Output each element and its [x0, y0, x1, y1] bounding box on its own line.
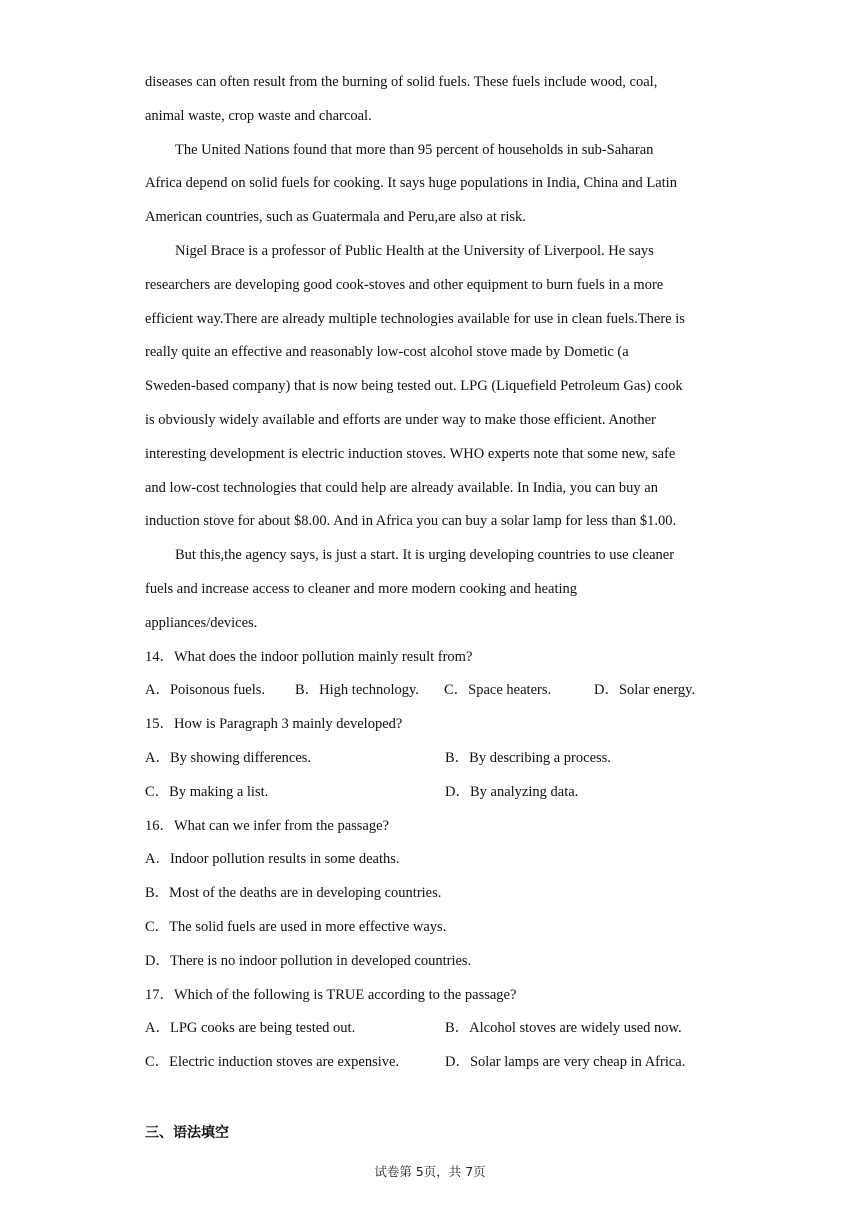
- options-row: [145, 1046, 715, 1080]
- question-14: [145, 641, 715, 709]
- question-stem: 14．What does the indoor pollution mainly result from?: [145, 648, 473, 665]
- section-heading: 三、语法填空: [145, 1125, 229, 1141]
- exam-page-body: [145, 66, 715, 1080]
- options-row: [145, 674, 715, 708]
- text-line: Nigel Brace is a professor of Public Health at the University of Liverpool. He says: [175, 242, 654, 259]
- question-stem: 16．What can we infer from the passage?: [145, 817, 389, 834]
- option-a[interactable]: A．Poisonous fuels.: [145, 682, 266, 699]
- option-c[interactable]: C．Space heaters.: [444, 682, 552, 699]
- question-15: [145, 708, 715, 809]
- option-d[interactable]: D．Solar lamps are very cheap in Africa.: [445, 1054, 686, 1071]
- option-b[interactable]: B．Most of the deaths are in developing countries.: [145, 885, 442, 902]
- question-17: [145, 979, 715, 1080]
- option-d[interactable]: D．Solar energy.: [594, 682, 696, 699]
- text-line: animal waste, crop waste and charcoal.: [145, 107, 372, 124]
- option-b[interactable]: B．Alcohol stoves are widely used now.: [445, 1020, 682, 1037]
- option-b[interactable]: B．High technology.: [295, 682, 419, 699]
- text-line: diseases can often result from the burning of solid fuels. These fuels include wood, coal,: [145, 74, 658, 90]
- paragraph-2-continued: [145, 66, 715, 134]
- text-line: The United Nations found that more than 95 percent of households in sub-Saharan: [175, 141, 654, 158]
- option-a[interactable]: A．Indoor pollution results in some deaths.: [145, 851, 400, 868]
- question-stem: 17．Which of the following is TRUE according to the passage?: [145, 986, 517, 1003]
- option-d[interactable]: D．By analyzing data.: [445, 783, 579, 800]
- option-d[interactable]: D．There is no indoor pollution in developed countries.: [145, 952, 472, 969]
- options-row: [145, 742, 715, 776]
- option-c[interactable]: C．By making a list.: [145, 783, 269, 800]
- option-c[interactable]: C．The solid fuels are used in more effective ways.: [145, 918, 447, 935]
- paragraph-agency: [145, 539, 715, 640]
- option-b[interactable]: B．By describing a process.: [445, 749, 611, 766]
- text-line: fuels and increase access to cleaner and more modern cooking and heating: [145, 580, 577, 597]
- text-line: really quite an effective and reasonably low-cost alcohol stove made by Dometic (a: [145, 344, 629, 361]
- text-line: But this,the agency says, is just a start. It is urging developing countries to use cleaner: [175, 547, 675, 564]
- options-row: [145, 1012, 715, 1046]
- paragraph-united-nations: [145, 134, 715, 235]
- text-line: appliances/devices.: [145, 614, 258, 631]
- question-stem: 15．How is Paragraph 3 mainly developed?: [145, 716, 403, 733]
- text-line: American countries, such as Guatermala and Peru,are also at risk.: [145, 209, 526, 226]
- text-line: and low-cost technologies that could help are already available. In India, you can buy an: [145, 479, 658, 496]
- text-line: Africa depend on solid fuels for cooking. It says huge populations in India, China and Latin: [145, 175, 677, 192]
- option-c[interactable]: C．Electric induction stoves are expensive.: [145, 1054, 400, 1071]
- options-row: [145, 776, 715, 810]
- text-line: interesting development is electric induction stoves. WHO experts note that some new, safe: [145, 445, 676, 462]
- paragraph-nigel-brace: [145, 235, 715, 539]
- option-a[interactable]: A．LPG cooks are being tested out.: [145, 1020, 356, 1037]
- text-line: Sweden-based company) that is now being tested out. LPG (Liquefield Petroleum Gas) cook: [145, 378, 683, 395]
- option-a[interactable]: A．By showing differences.: [145, 749, 312, 766]
- text-line: induction stove for about $8.00. And in Africa you can buy a solar lamp for less than $1.00.: [145, 513, 677, 530]
- page-footer: 试卷第 5页，共 7页: [374, 1164, 486, 1179]
- text-line: is obviously widely available and efforts are under way to make those efficient. Another: [145, 411, 656, 428]
- text-line: researchers are developing good cook-stoves and other equipment to burn fuels in a more: [145, 276, 664, 293]
- text-line: efficient way.There are already multiple technologies available for use in clean fuels.There is: [145, 310, 685, 327]
- question-16: [145, 810, 715, 979]
